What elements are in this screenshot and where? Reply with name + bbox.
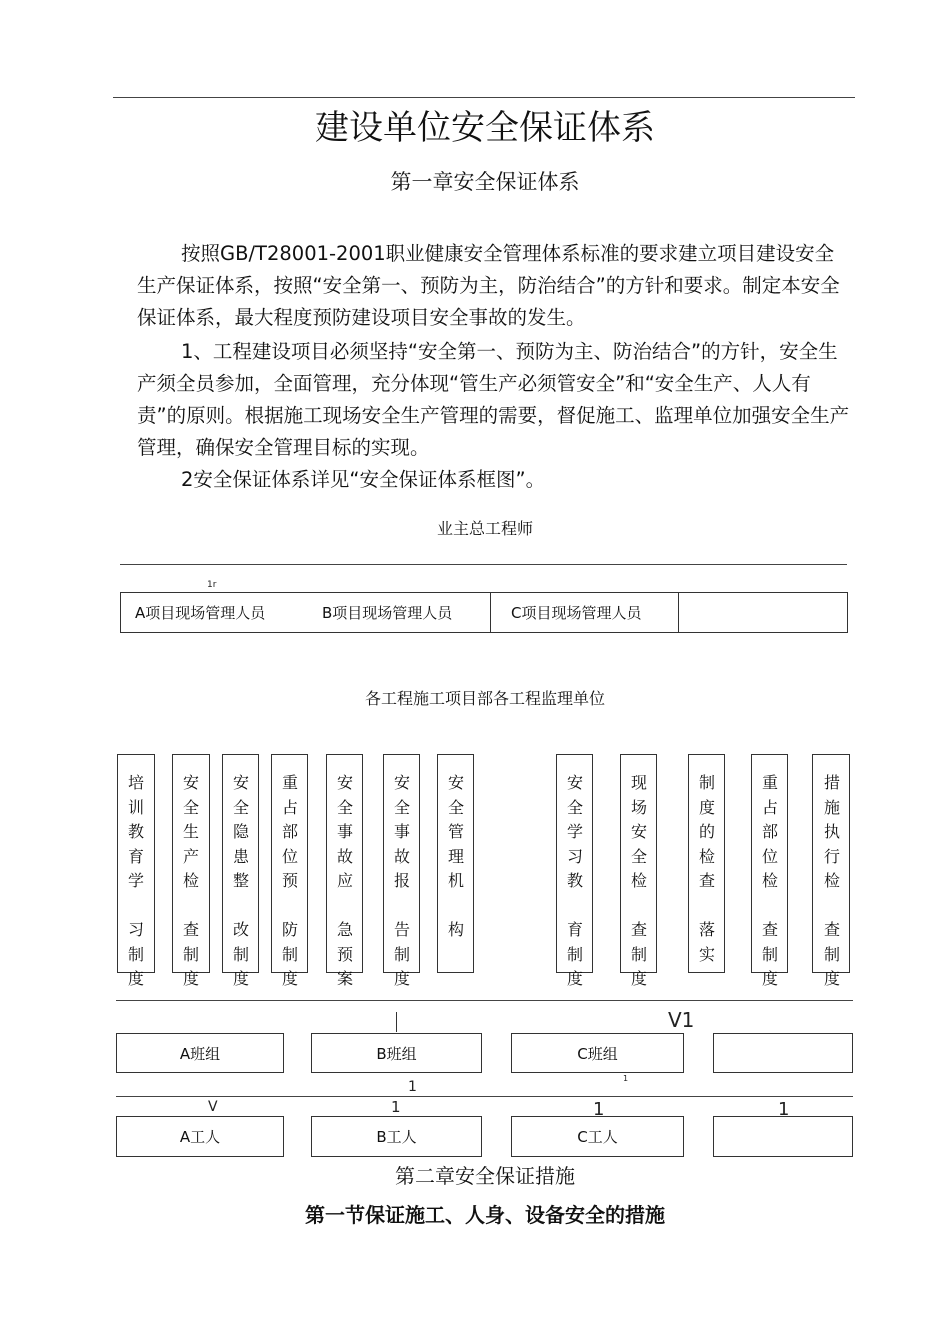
system-box-7 [437, 754, 474, 973]
chart-mark-v1: V1 [668, 1008, 695, 1032]
mark-mid-2: 1 [623, 1074, 629, 1083]
paragraph-reference: 2安全保证体系详见“安全保证体系框图”。 [181, 468, 546, 491]
mark-low-v: V [208, 1099, 218, 1115]
mark-low-1: 1 [391, 1098, 401, 1116]
paragraph-intro: 按照GB/T28001-2001职业健康安全管理体系标准的要求建立项目建设安全生产保证体系，按照“安全第一、预防为主，防治结合”的方针和要求。制定本安全保证体系，最大程度预防建设项目安全事故的发生。 [137, 242, 840, 329]
system-text: 安 全 事 故 应 急 预 案 [337, 773, 354, 988]
system-text: 安 全 隐 患 整 改 制 度 [233, 773, 250, 988]
team-a: A班组 [116, 1033, 284, 1073]
manager-blank [679, 593, 847, 632]
worker-b: B工人 [311, 1116, 482, 1157]
worker-c: C工人 [511, 1116, 684, 1157]
system-box-11 [751, 754, 788, 988]
chart-line-low [116, 1096, 853, 1097]
system-text: 安 全 管 理 机 构 [448, 773, 465, 939]
system-text: 现 场 安 全 检 查 制 度 [631, 773, 648, 988]
chapter-heading: 第一章安全保证体系 [390, 170, 580, 194]
chart-line-mid [116, 1000, 853, 1001]
system-text: 重 占 部 位 检 查 制 度 [762, 773, 779, 988]
system-box-8 [556, 754, 593, 988]
system-text: 培 训 教 育 学 习 制 度 [128, 773, 145, 988]
manager-row [120, 592, 848, 633]
system-box-5 [326, 754, 363, 988]
paragraph-principle: 1、工程建设项目必须坚持“安全第一、预防为主、防治结合”的方针，安全生产须全员参加，全面管理，充分体现“管生产必须管安全”和“安全生产、人人有责”的原则。根据施工现场安全生产管理的需要，督促施工、监理单位加强安全生产管理，确保安全管理目标的实现。 [137, 340, 850, 459]
manager-a: A项目现场管理人员 [135, 604, 266, 622]
team-b: B班组 [311, 1033, 482, 1073]
chart-line-top [120, 564, 847, 565]
mark-low-3: 1 [778, 1099, 790, 1120]
system-text: 安 全 学 习 教 育 制 度 [567, 773, 584, 988]
manager-b: B项目现场管理人员 [322, 604, 453, 622]
system-box-2 [172, 754, 210, 988]
units-label: 各工程施工项目部各工程监理单位 [364, 689, 605, 708]
header-rule [113, 97, 855, 98]
system-text: 重 占 部 位 预 防 制 度 [282, 773, 299, 988]
system-text: 制 度 的 检 查 落 实 [699, 773, 716, 964]
system-text: 安 全 事 故 报 告 制 度 [394, 773, 411, 988]
chart-mark-1r: 1r [207, 580, 217, 590]
system-box-1 [117, 754, 155, 988]
system-box-10 [688, 754, 725, 973]
system-text: 措 施 执 行 检 查 制 度 [824, 773, 841, 988]
worker-blank [713, 1116, 853, 1157]
manager-cell-a-b [121, 593, 491, 632]
system-text: 安 全 生 产 检 查 制 度 [183, 773, 200, 988]
system-box-3 [222, 754, 259, 988]
system-box-12 [812, 754, 850, 988]
team-blank [713, 1033, 853, 1073]
system-box-4 [271, 754, 308, 988]
mark-low-2: 1 [593, 1099, 605, 1120]
worker-a: A工人 [116, 1116, 284, 1157]
chart-top-node: 业主总工程师 [436, 519, 533, 538]
connector-tick [396, 1012, 397, 1032]
manager-c: C项目现场管理人员 [491, 593, 679, 632]
mark-mid-1: 1 [408, 1079, 417, 1095]
section1-heading: 第一节保证施工、人身、设备安全的措施 [305, 1203, 665, 1227]
system-box-6 [383, 754, 420, 988]
system-box-9 [620, 754, 657, 988]
team-c: C班组 [511, 1033, 684, 1073]
page-title: 建设单位安全保证体系 [315, 108, 655, 148]
chapter2-heading: 第二章安全保证措施 [395, 1164, 575, 1188]
